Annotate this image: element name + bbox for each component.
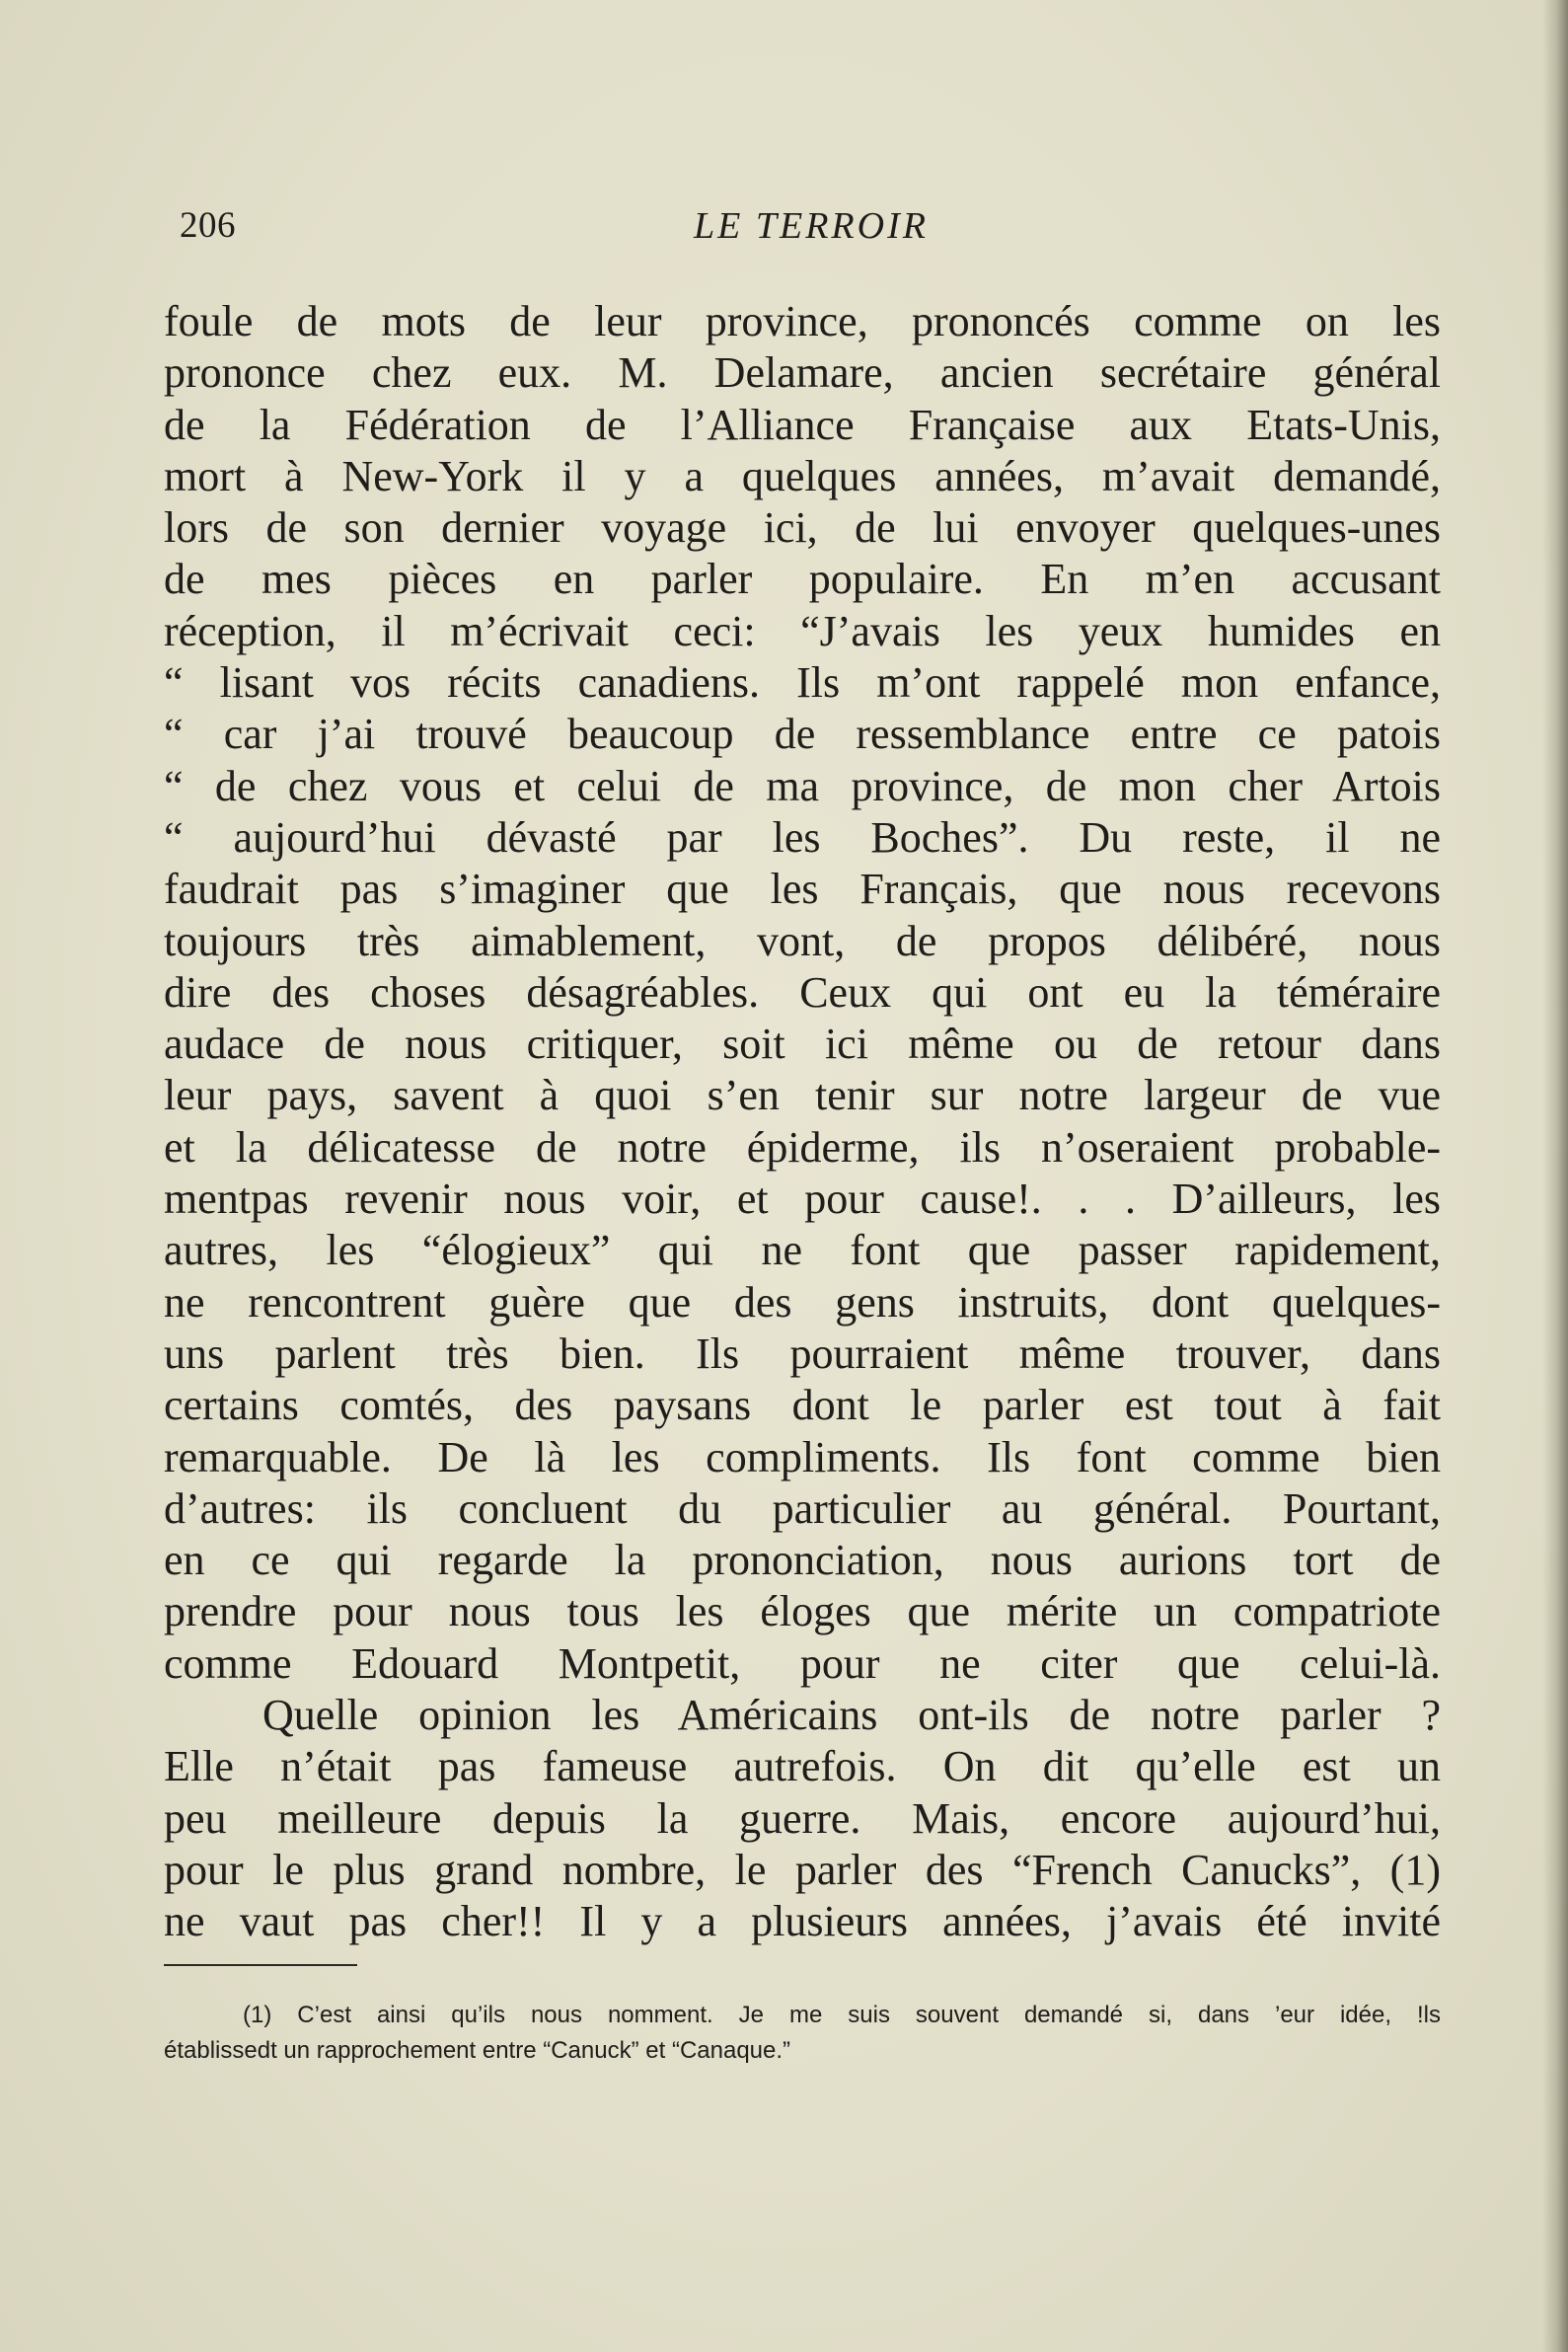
footnote-rule bbox=[164, 1964, 357, 1966]
text-line: ne rencontrent guère que des gens instruits, dont quelques- bbox=[164, 1277, 1441, 1327]
text-line: “ de chez vous et celui de ma province, de mon cher Artois bbox=[164, 761, 1441, 810]
text-line: dire des choses désagréables. Ceux qui ont eu la téméraire bbox=[164, 967, 1441, 1017]
text-line: comme Edouard Montpetit, pour ne citer que celui-là. bbox=[164, 1638, 1441, 1688]
text-line: peu meilleure depuis la guerre. Mais, encore aujourd’hui, bbox=[164, 1793, 1441, 1843]
text-line: “ car j’ai trouvé beaucoup de ressemblance entre ce patois bbox=[164, 710, 1441, 759]
footnote-line: établissedt un rapprochement entre “Canuck” et “Canaque.” bbox=[164, 2037, 791, 2064]
text-line: leur pays, savent à quoi s’en tenir sur notre largeur de vue bbox=[164, 1071, 1441, 1120]
text-line: prononce chez eux. M. Delamare, ancien secrétaire général bbox=[164, 348, 1441, 398]
text-line: réception, il m’écrivait ceci: “J’avais les yeux humides en bbox=[164, 606, 1441, 655]
text-line: autres, les “élogieux” qui ne font que passer rapidement, bbox=[164, 1226, 1441, 1275]
text-line: mentpas revenir nous voir, et pour cause!. . . D’ailleurs, les bbox=[164, 1175, 1441, 1224]
page-header bbox=[180, 204, 1443, 254]
text-line: faudrait pas s’imaginer que les Français, que nous recevons bbox=[164, 865, 1441, 914]
text-line: de mes pièces en parler populaire. En m’en accusant bbox=[164, 555, 1441, 604]
text-line: mort à New-York il y a quelques années, m’avait demandé, bbox=[164, 451, 1441, 500]
paragraph-start-line: Quelle opinion les Américains ont-ils de notre parler ? bbox=[262, 1691, 1441, 1740]
text-line: “ lisant vos récits canadiens. Ils m’ont rappelé mon enfance, bbox=[164, 658, 1441, 708]
text-line: de la Fédération de l’Alliance Française aux Etats-Unis, bbox=[164, 400, 1441, 449]
text-line: remarquable. De là les compliments. Ils font comme bien bbox=[164, 1432, 1441, 1481]
text-line: foule de mots de leur province, prononcés comme on les bbox=[164, 297, 1441, 345]
footnote bbox=[164, 1998, 1441, 2069]
text-line: uns parlent très bien. Ils pourraient même trouver, dans bbox=[164, 1328, 1441, 1378]
body-text bbox=[164, 296, 1441, 1948]
text-line: prendre pour nous tous les éloges que mérite un compatriote bbox=[164, 1587, 1441, 1636]
running-head: LE TERROIR bbox=[694, 205, 929, 247]
text-line: en ce qui regarde la prononciation, nous aurions tort de bbox=[164, 1536, 1441, 1585]
text-line: toujours très aimablement, vont, de propos délibéré, nous bbox=[164, 916, 1441, 965]
text-line: lors de son dernier voyage ici, de lui envoyer quelques-unes bbox=[164, 503, 1441, 553]
page-number: 206 bbox=[180, 205, 236, 246]
page-edge-shadow bbox=[1542, 0, 1568, 2352]
text-line: certains comtés, des paysans dont le parler est tout à fait bbox=[164, 1381, 1441, 1430]
text-line: d’autres: ils concluent du particulier au général. Pourtant, bbox=[164, 1483, 1441, 1533]
text-line: audace de nous critiquer, soit ici même ou de retour dans bbox=[164, 1020, 1441, 1069]
text-line: Elle n’était pas fameuse autrefois. On dit qu’elle est un bbox=[164, 1742, 1441, 1791]
text-line: et la délicatesse de notre épiderme, ils n’oseraient probable- bbox=[164, 1122, 1441, 1172]
text-line: “ aujourd’hui dévasté par les Boches”. Du reste, il ne bbox=[164, 812, 1441, 862]
footnote-line: (1) C’est ainsi qu’ils nous nomment. Je me suis souvent demandé si, dans ’eur idée, !ls bbox=[243, 2002, 1441, 2028]
text-line: pour le plus grand nombre, le parler des “French Canucks”, (1) bbox=[164, 1845, 1441, 1894]
text-line: ne vaut pas cher!! Il y a plusieurs années, j’avais été invité bbox=[164, 1897, 1441, 1946]
